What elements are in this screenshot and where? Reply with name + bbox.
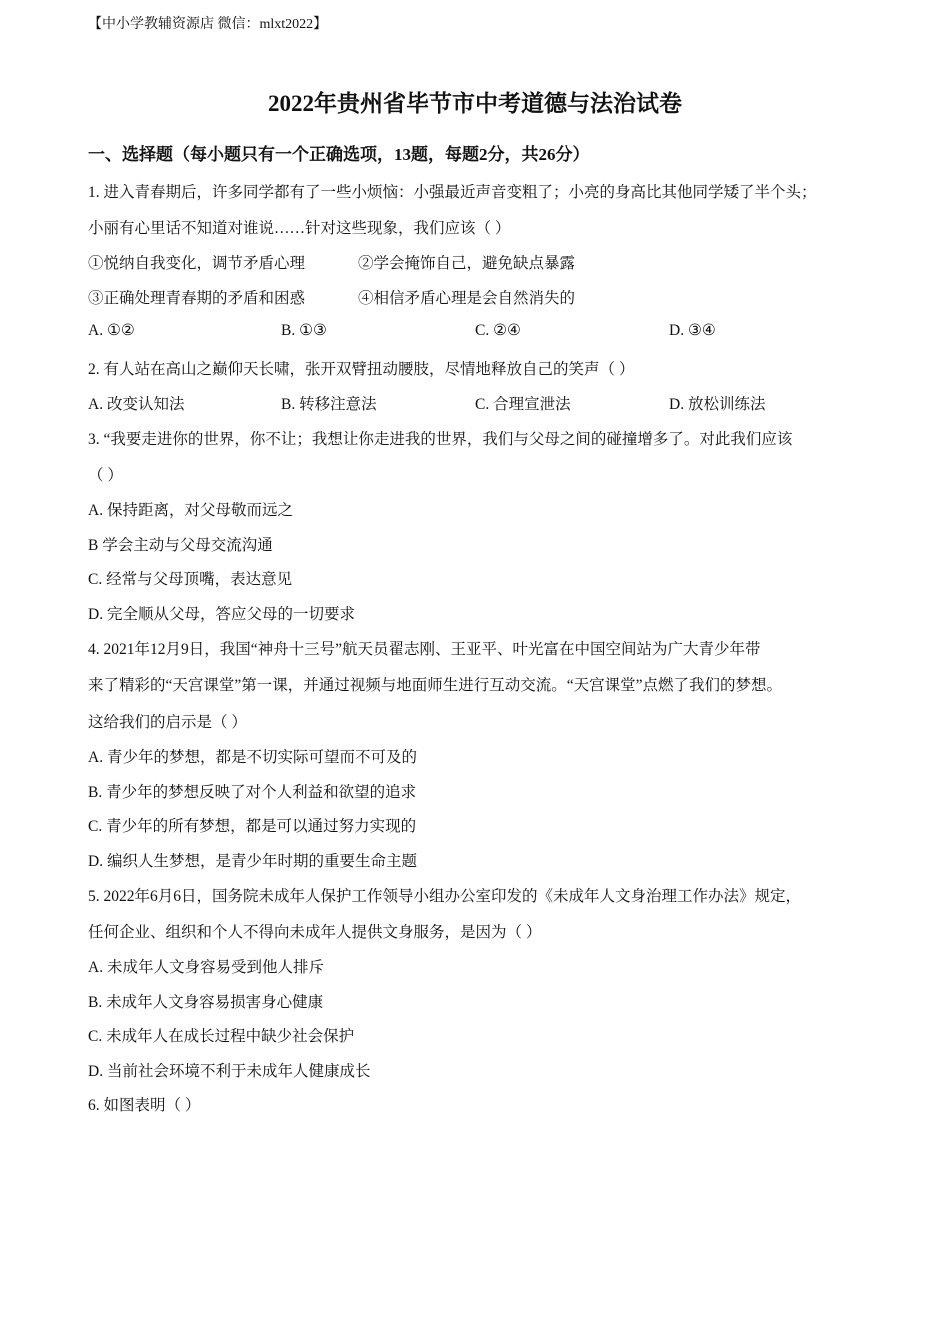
option-a: A. 未成年人文身容易受到他人排斥 [88, 959, 324, 976]
option-d: D. 放松训练法 [669, 396, 766, 413]
option-c: C. 青少年的所有梦想，都是可以通过努力实现的 [88, 818, 417, 835]
option-a: A. 青少年的梦想，都是不切实际可望而不可及的 [88, 749, 417, 766]
question-text: 来了精彩的“天宫课堂”第一课，并通过视频与地面师生进行互动交流。“天宫课堂”点燃了我们的梦想。 [88, 677, 783, 694]
option-b: B. 青少年的梦想反映了对个人利益和欲望的追求 [88, 784, 417, 801]
section-heading: 一、选择题（每小题只有一个正确选项，13题，每题2分，共26分） [88, 145, 590, 164]
option-c: C. 经常与父母顶嘴，表达意见 [88, 571, 293, 588]
option-d: D. 编织人生梦想，是青少年时期的重要生命主题 [88, 853, 417, 870]
question-text: 2. 有人站在高山之巅仰天长啸，张开双臂扭动腰肢，尽情地释放自己的笑声（ ） [88, 361, 635, 378]
question-text: 任何企业、组织和个人不得向未成年人提供文身服务，是因为（ ） [88, 924, 542, 941]
option-c: C. ②④ [475, 322, 521, 339]
statement-4: ④相信矛盾心理是会自然消失的 [358, 290, 576, 307]
header-note: 【中小学教辅资源店 微信：mlxt2022】 [88, 17, 328, 32]
option-b: B. ①③ [281, 322, 327, 339]
page-title: 2022年贵州省毕节市中考道德与法治试卷 [268, 91, 682, 116]
option-a: A. 改变认知法 [88, 396, 185, 413]
question-text: 1. 进入青春期后，许多同学都有了一些小烦恼：小强最近声音变粗了；小亮的身高比其他同学矮了半个头； [88, 184, 817, 201]
option-b: B. 转移注意法 [281, 396, 377, 413]
question-text: （ ） [88, 467, 123, 484]
option-a: A. ①② [88, 322, 135, 339]
option-b: B. 未成年人文身容易损害身心健康 [88, 994, 324, 1011]
statement-1: ①悦纳自我变化，调节矛盾心理 [88, 255, 306, 272]
option-c: C. 未成年人在成长过程中缺少社会保护 [88, 1028, 355, 1045]
question-text: 5. 2022年6月6日，国务院未成年人保护工作领导小组办公室印发的《未成年人文身治理工作办法》规定， [88, 888, 802, 905]
option-b: B 学会主动与父母交流沟通 [88, 537, 273, 554]
statement-2: ②学会掩饰自己，避免缺点暴露 [358, 255, 576, 272]
option-c: C. 合理宣泄法 [475, 396, 571, 413]
question-text: 3. “我要走进你的世界，你不让；我想让你走进我的世界，我们与父母之间的碰撞增多了。对此我们应该 [88, 431, 793, 448]
option-d: D. ③④ [669, 322, 716, 339]
question-text: 4. 2021年12月9日，我国“神舟十三号”航天员翟志刚、王亚平、叶光富在中国空间站为广大青少年带 [88, 641, 761, 658]
option-d: D. 完全顺从父母，答应父母的一切要求 [88, 606, 355, 623]
question-text: 这给我们的启示是（ ） [88, 714, 247, 731]
question-text: 小丽有心里话不知道对谁说……针对这些现象，我们应该（ ） [88, 220, 511, 237]
statement-3: ③正确处理青春期的矛盾和困惑 [88, 290, 306, 307]
option-d: D. 当前社会环境不利于未成年人健康成长 [88, 1063, 371, 1080]
option-a: A. 保持距离，对父母敬而远之 [88, 502, 293, 519]
question-text: 6. 如图表明（ ） [88, 1097, 201, 1114]
